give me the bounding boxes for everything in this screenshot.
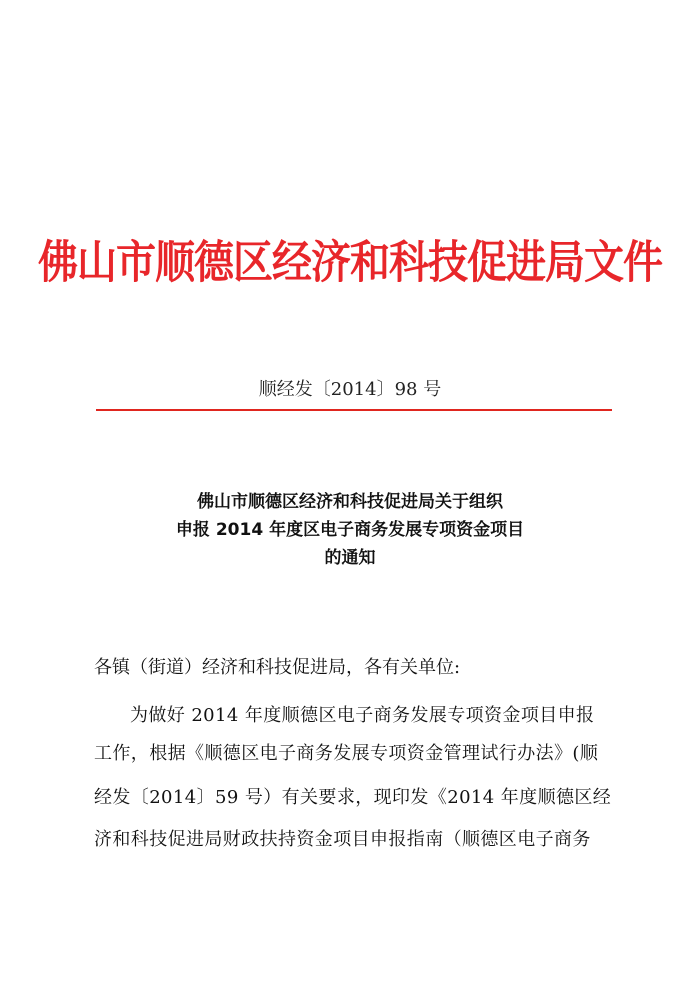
body-paragraph-line: 经发〔2014〕59 号）有关要求，现印发《2014 年度顺德区经	[94, 787, 612, 808]
document-number: 顺经发〔2014〕98 号	[258, 379, 442, 400]
body-paragraph-line: 为做好 2014 年度顺德区电子商务发展专项资金项目申报	[130, 705, 595, 726]
notice-title-line: 的通知	[324, 548, 376, 568]
salutation: 各镇（街道）经济和科技促进局，各有关单位:	[94, 657, 461, 678]
notice-title	[0, 488, 700, 572]
body-paragraph-line: 济和科技促进局财政扶持资金项目申报指南（顺德区电子商务	[94, 829, 591, 850]
notice-title-line: 申报 2014 年度区电子商务发展专项资金项目	[175, 520, 525, 540]
red-divider-line	[96, 409, 612, 411]
notice-title-line: 佛山市顺德区经济和科技促进局关于组织	[197, 492, 503, 512]
body-paragraph-line: 工作，根据《顺德区电子商务发展专项资金管理试行办法》(顺	[94, 743, 599, 764]
org-header-title: 佛山市顺德区经济和科技促进局文件	[38, 237, 662, 289]
